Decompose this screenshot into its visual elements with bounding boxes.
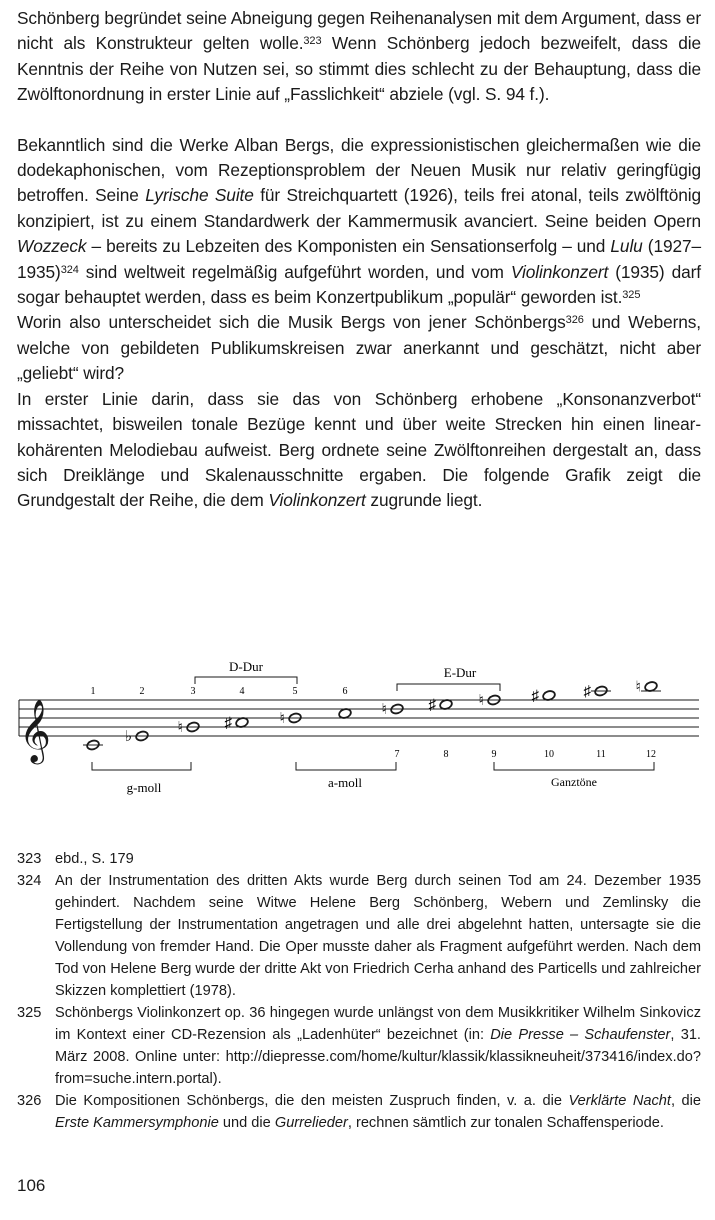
text-segment: ebd., S. 179 [55,851,134,867]
note-number: 6 [342,686,348,697]
note-number: 7 [394,749,400,760]
text-segment: Bekanntlich sind die Werke Alban Bergs, die expressionistischen gleichermaßen wie die dodekaphonischen, vom Rezeptionsproblem der Neuen Musik nur relativ geringfügig betroffen. Seine [17,134,701,206]
footnote-text [55,870,701,1002]
text-segment: Lulu [610,236,643,257]
page-number: 106 [17,1176,46,1195]
g-moll-bracket [92,762,191,770]
text-segment: sind weltweit regelmäßig aufgeführt worden, und vom [78,261,511,282]
text-segment: Die Kompositionen Schönbergs, die den meisten Zuspruch finden, v. a. die [55,1093,569,1109]
text-segment: für Streichquartett (1926), teils frei atonal, teils zwölftönig konzipiert, ist zu einem Standardwerk der Kammermusik avanciert. Seine beiden Opern [17,185,701,231]
accidental-icon: ♮ [381,702,387,718]
paragraph [17,133,701,311]
notes [83,680,661,761]
footnote-reference: 324 [60,263,79,276]
text-segment: An der Instrumentation des dritten Akts wurde Berg durch seinen Tod am 24. Dezember 1935 gehindert. Nachdem seine Witwe Helene Berg Schönberg, Webern und Zemlinsky die Fertigstellung der Instrumentation angetragen und alle drei abgelehnt hatten, untersagte sie die Vollendung von fremder Hand. Die Oper musste daher als Fragment aufgeführt werden. Nach dem Tod von Helene Berg wurde der dritte Akt von Friedrich Cerha anhand des Particells und zahlreicher Skizzen komplettiert (1978). [55,873,701,999]
footnote [17,848,701,870]
note-number: 11 [596,749,606,760]
text-segment: Wenn Schönberg jedoch bezweifelt, dass die Kenntnis der Reihe von Nutzen sei, so stimmt dies schlecht zu der Behauptung, dass die Zwölftonordnung in erster Linie auf „Fasslichkeit“ abziele (vgl. S. 94 f.). [17,33,701,105]
text-segment: , die [670,1093,701,1109]
accidental-icon: ♮ [279,711,285,727]
text-segment: Erste Kammersymphonie [55,1115,219,1131]
text-segment: Gurrelieder [274,1115,348,1131]
text-segment: , 31. März 2008. Online unter: http://diepresse.com/home/kultur/klassik/klassikneuheit/373416/index.do?from=suche.intern.portal). [55,1027,701,1087]
note-number: 10 [544,749,554,760]
text-segment: zugrunde liegt. [365,490,483,511]
text-segment: und die [218,1115,275,1131]
note-number: 4 [239,686,245,697]
footnote [17,1002,701,1090]
main-text [17,6,701,514]
note-number: 12 [646,749,656,760]
text-segment: Schönbergs Violinkonzert op. 36 hingegen wurde unlängst von dem Musikkritiker Wilhelm Sinkovicz im Kontext einer CD-Rezension als „Ladenhüter“ bezeichnet (in: [55,1005,701,1043]
accidental-icon: ♯ [583,684,591,700]
note-number: 5 [292,686,298,697]
ganztoene-bracket [494,762,654,770]
e-dur-bracket [397,684,500,691]
note-number: 8 [443,749,449,760]
text-segment: – bereits zu Lebzeiten des Komponisten ein Sensationserfolg – und [86,236,611,257]
text-segment: (1927–1935) [17,236,701,282]
note-number: 3 [190,686,196,697]
treble-clef-icon: 𝄞 [19,701,51,761]
text-segment: In erster Linie darin, dass sie das von Schönberg erhobene „Konsonanzverbot“ missachtet, bisweilen tonale Bezüge kennt und über weite Strecken hin einen linear-kohärenten Melodiebau aufweist. Berg ordnete seine Zwölftonreihen dergestalt an, dass sich Dreiklänge und Skalenausschnitte ergaben. Die folgende Grafik zeigt die Grundgestalt der Reihe, die dem [17,388,701,511]
footnote [17,1090,701,1134]
footnote-number: 326 [17,1093,42,1109]
text-segment: Lyrische Suite [145,185,254,206]
footnote-reference: 325 [622,289,641,302]
note-number: 9 [491,749,497,760]
d-dur-label: D-Dur [229,659,263,674]
accidental-icon: ♮ [635,679,641,696]
text-segment: Violinkonzert [268,490,366,511]
g-moll-label: g-moll [126,780,162,795]
e-dur-label: E-Dur [443,665,477,680]
footnote-reference: 326 [565,314,584,327]
accidental-icon: ♭ [124,729,132,745]
footnote [17,870,701,1002]
text-segment: (1935) darf sogar behauptet werden, dass es beim Konzertpublikum „populär“ geworden ist. [17,261,701,308]
a-moll-label: a-moll [328,775,362,790]
accidental-icon: ♮ [478,693,484,709]
footnote-text [55,1090,701,1134]
footnote-text [55,1002,701,1090]
tone-row-figure [17,650,701,810]
footnote-number: 323 [17,851,42,867]
footnote-number: 325 [17,1005,42,1021]
note-number: 1 [90,686,96,697]
paragraph [17,6,701,108]
paragraph [17,387,701,514]
text-segment: Schönberg begründet seine Abneigung gegen Reihenanalysen mit dem Argument, dass er nicht als Konstrukteur gelten wolle. [17,8,701,54]
footnote-text [55,848,701,870]
a-moll-bracket [296,762,396,770]
text-segment: Verklärte Nacht [568,1093,671,1109]
accidental-icon: ♮ [177,720,183,736]
footnote-number: 324 [17,873,42,889]
paragraph [17,310,701,386]
accidental-icon: ♯ [224,715,232,732]
text-segment: Die Presse – Schaufenster [490,1027,671,1043]
staff [19,697,699,736]
text-segment: und Weberns, welche von gebildeten Publikumskreisen zwar anerkannt und geschätzt, nicht aber „geliebt“ wird? [17,312,701,384]
text-segment: Worin also unterscheidet sich die Musik Bergs von jener Schönbergs [17,312,566,333]
d-dur-bracket [195,677,297,684]
ganztoene-label: Ganztöne [551,775,597,789]
text-segment: Violinkonzert [510,261,609,282]
footnote-reference: 323 [303,35,322,48]
tone-row-notation [17,650,701,810]
accidental-icon: ♯ [531,688,539,705]
note-number: 2 [139,686,145,697]
text-segment: Wozzeck [17,236,87,257]
accidental-icon: ♯ [428,697,436,714]
text-segment: , rechnen sämtlich zur tonalen Schaffensperiode. [347,1115,664,1131]
footnotes [17,848,701,1134]
